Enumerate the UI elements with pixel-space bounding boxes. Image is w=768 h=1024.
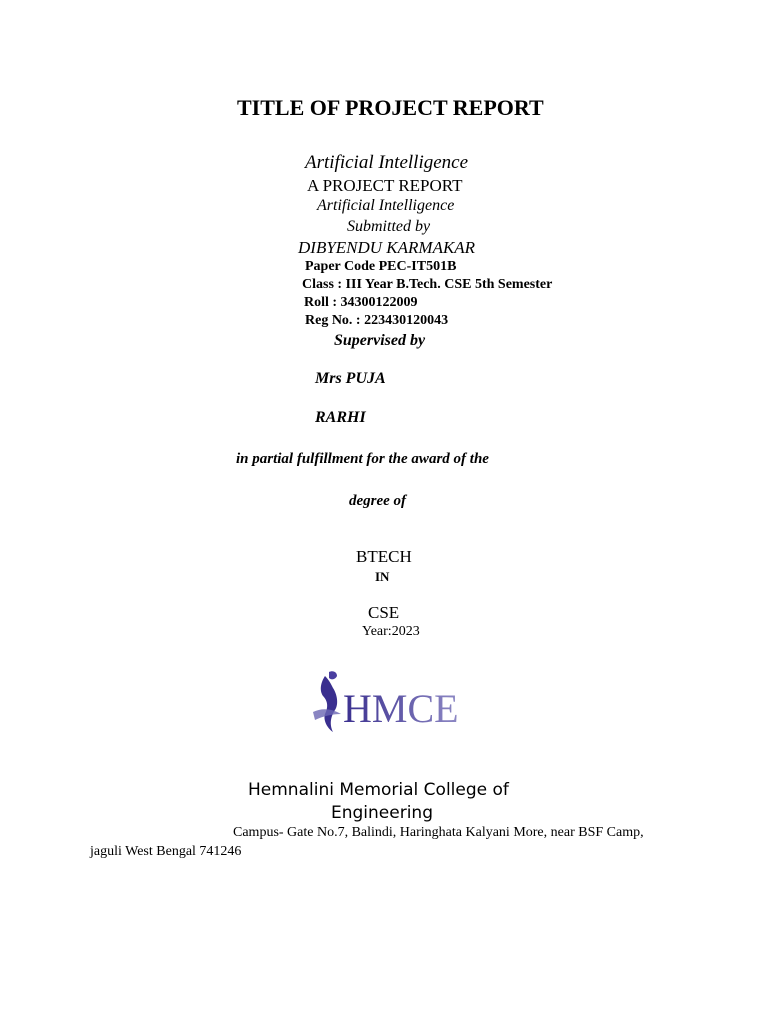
in-word: IN (375, 569, 390, 584)
college-address-line2: jaguli West Bengal 741246 (90, 844, 242, 859)
fulfillment-text: in partial fulfillment for the award of the (236, 451, 489, 467)
report-year: Year:2023 (362, 624, 420, 639)
college-name-line2: Engineering (331, 803, 433, 823)
roll-number: Roll : 34300122009 (304, 295, 418, 310)
page-title: TITLE OF PROJECT REPORT (237, 95, 544, 120)
report-type: A PROJECT REPORT (307, 176, 463, 195)
degree-of-label: degree of (349, 493, 407, 509)
college-name-line1: Hemnalini Memorial College of (248, 780, 509, 800)
college-logo (307, 668, 492, 738)
project-topic-repeat: Artificial Intelligence (317, 197, 455, 214)
logo-text: HMCE (343, 686, 459, 731)
project-topic: Artificial Intelligence (305, 152, 469, 173)
college-address-line1: Campus- Gate No.7, Balindi, Haringhata Kalyani More, near BSF Camp, (233, 825, 644, 840)
registration-number: Reg No. : 223430120043 (305, 313, 449, 328)
supervisor-name-line1: Mrs PUJA (315, 370, 386, 387)
torch-figure-icon (313, 671, 341, 732)
student-name: DIBYENDU KARMAKAR (298, 238, 476, 257)
supervised-by-label: Supervised by (334, 332, 426, 349)
branch-name: CSE (368, 603, 400, 622)
submitted-by-label: Submitted by (347, 218, 431, 235)
paper-code: Paper Code PEC-IT501B (305, 259, 457, 274)
supervisor-name-line2: RARHI (315, 409, 366, 426)
class-info: Class : III Year B.Tech. CSE 5th Semester (302, 277, 553, 292)
degree-name: BTECH (356, 547, 412, 566)
